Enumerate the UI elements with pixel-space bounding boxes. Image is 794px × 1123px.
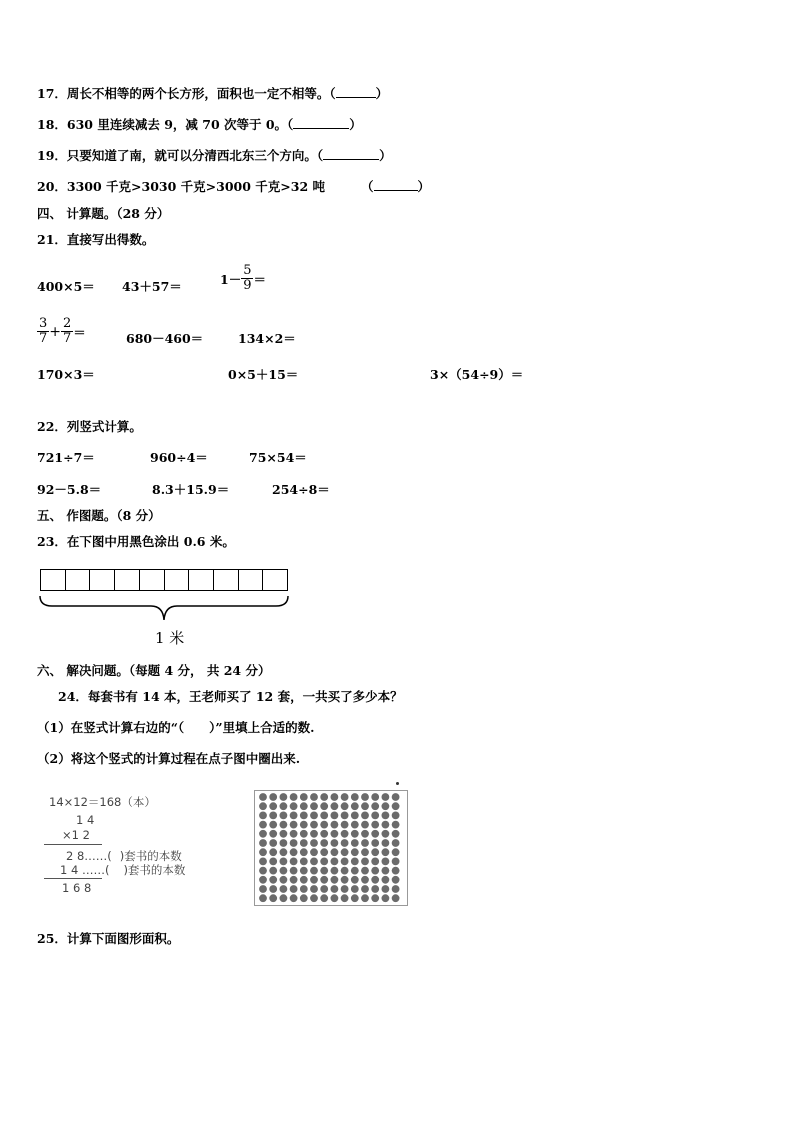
grid-dot: [382, 867, 390, 875]
grid-dot: [392, 858, 400, 866]
grid-dot: [392, 812, 400, 820]
grid-dot: [371, 812, 379, 820]
grid-dot: [280, 876, 288, 884]
grid-dot: [259, 858, 267, 866]
grid-dot: [310, 867, 318, 875]
q22-title: 22．列竖式计算。: [37, 419, 142, 434]
grid-dot: [371, 839, 379, 847]
grid-dot: [341, 830, 349, 838]
grid-dot: [269, 830, 277, 838]
grid-dot: [382, 812, 390, 820]
grid-dot: [351, 830, 359, 838]
grid-dot: [361, 830, 369, 838]
section-6-heading: 六、 解决问题。（每题 4 分， 共 24 分）: [37, 663, 271, 678]
q18: 18．630 里连续减去 9，减 70 次等于 0。（ ）: [37, 117, 362, 132]
grid-dot: [310, 830, 318, 838]
grid-dot: [341, 821, 349, 829]
grid-dot: [300, 885, 308, 893]
q21-r2a: $\frac{3}{7}$ + $\frac{2}{7}$ ＝: [39, 316, 86, 347]
grid-dot: [371, 848, 379, 856]
grid-dot: [371, 885, 379, 893]
q21-r1b: 43＋57＝: [122, 279, 182, 294]
grid-dot: [382, 894, 390, 902]
grid-dot: [290, 839, 298, 847]
grid-dot: [371, 858, 379, 866]
grid-dot: [269, 802, 277, 810]
grid-dot: [280, 858, 288, 866]
grid-dot: [280, 830, 288, 838]
q21-r2b: 680－460＝: [126, 331, 204, 346]
bar-cell[interactable]: [115, 570, 140, 590]
q22-a: 721÷7＝: [37, 450, 95, 465]
grid-dot: [280, 821, 288, 829]
grid-dot: [290, 885, 298, 893]
grid-dot: [361, 848, 369, 856]
grid-dot: [371, 802, 379, 810]
grid-dot: [392, 876, 400, 884]
grid-dot: [259, 793, 267, 801]
q22-c: 75×54＝: [249, 450, 307, 465]
grid-dot: [361, 802, 369, 810]
grid-dot: [259, 848, 267, 856]
grid-dot: [290, 802, 298, 810]
grid-dot: [300, 793, 308, 801]
grid-dot: [382, 885, 390, 893]
grid-dot: [310, 793, 318, 801]
grid-dot: [392, 848, 400, 856]
grid-dot: [259, 839, 267, 847]
grid-dot: [331, 821, 339, 829]
grid-dot: [310, 894, 318, 902]
grid-dot: [290, 876, 298, 884]
grid-dot: [371, 830, 379, 838]
grid-dot: [341, 867, 349, 875]
grid-dot: [310, 821, 318, 829]
vertical-calc-line4: 1 4 ……( )套书的本数: [60, 863, 186, 877]
grid-dot: [300, 848, 308, 856]
grid-dot: [280, 885, 288, 893]
grid-dot: [392, 802, 400, 810]
grid-dot: [351, 894, 359, 902]
q21-r3b: 0×5＋15＝: [228, 367, 299, 382]
grid-dot: [320, 867, 328, 875]
grid-dot: [382, 876, 390, 884]
grid-dot: [341, 793, 349, 801]
grid-dot: [382, 821, 390, 829]
grid-dot: [259, 867, 267, 875]
bar-cell[interactable]: [165, 570, 190, 590]
grid-dot: [259, 876, 267, 884]
grid-dot: [259, 821, 267, 829]
grid-dot: [310, 876, 318, 884]
grid-dot: [331, 812, 339, 820]
grid-dot: [361, 793, 369, 801]
vertical-calc-line1: 1 4: [76, 813, 95, 827]
grid-dot: [392, 894, 400, 902]
meter-bar[interactable]: [40, 569, 288, 591]
grid-dot: [351, 885, 359, 893]
q21-title: 21．直接写出得数。: [37, 232, 155, 247]
bar-cell[interactable]: [90, 570, 115, 590]
grid-dot: [310, 885, 318, 893]
grid-dot: [341, 839, 349, 847]
grid-dot: [259, 812, 267, 820]
grid-dot: [361, 858, 369, 866]
vertical-calc-line3: 2 8……( )套书的本数: [66, 849, 182, 863]
divider: [44, 878, 102, 879]
q21-r2c: 134×2＝: [238, 331, 296, 346]
grid-dot: [320, 821, 328, 829]
grid-dot: [290, 867, 298, 875]
grid-dot: [280, 812, 288, 820]
grid-dot: [300, 802, 308, 810]
grid-dot: [320, 848, 328, 856]
grid-dot: [371, 793, 379, 801]
grid-dot: [269, 858, 277, 866]
q24-part1: （1）在竖式计算右边的“（ ）”里填上合适的数.: [37, 720, 315, 735]
grid-dot: [341, 848, 349, 856]
bar-cell[interactable]: [239, 570, 264, 590]
vertical-calc-line2: ×1 2: [62, 828, 90, 842]
grid-dot: [331, 867, 339, 875]
section-5-heading: 五、 作图题。（8 分）: [37, 508, 161, 523]
grid-dot: [331, 858, 339, 866]
grid-dot: [320, 894, 328, 902]
grid-dot: [300, 894, 308, 902]
grid-dot: [280, 839, 288, 847]
grid-dot: [320, 876, 328, 884]
grid-dot: [361, 885, 369, 893]
grid-dot: [269, 894, 277, 902]
grid-dot: [351, 802, 359, 810]
grid-dot: [310, 839, 318, 847]
grid-dot: [290, 793, 298, 801]
bar-cell[interactable]: [214, 570, 239, 590]
grid-dot: [259, 802, 267, 810]
grid-dot: [269, 812, 277, 820]
grid-dot: [269, 839, 277, 847]
q21-r3a: 170×3＝: [37, 367, 95, 382]
grid-dot: [361, 839, 369, 847]
grid-dot: [280, 894, 288, 902]
dot-grid-figure[interactable]: [254, 790, 408, 906]
grid-dot: [382, 830, 390, 838]
grid-dot: [300, 876, 308, 884]
grid-dot: [320, 839, 328, 847]
grid-dot: [280, 867, 288, 875]
grid-dot: [351, 821, 359, 829]
grid-dot: [331, 876, 339, 884]
grid-dot: [300, 839, 308, 847]
grid-dot: [382, 848, 390, 856]
grid-dot: [331, 848, 339, 856]
bar-cell[interactable]: [189, 570, 214, 590]
bar-cell[interactable]: [41, 570, 66, 590]
grid-dot: [371, 894, 379, 902]
divider: [44, 844, 102, 845]
grid-dot: [392, 839, 400, 847]
grid-dot: [280, 848, 288, 856]
grid-dot: [331, 885, 339, 893]
grid-dot: [310, 858, 318, 866]
grid-dot: [320, 858, 328, 866]
grid-dot: [259, 885, 267, 893]
q21-r1c: 1－ $\frac{5}{9}$ ＝: [220, 263, 266, 294]
q21-r1a: 400×5＝: [37, 279, 95, 294]
answer-blank[interactable]: [336, 85, 376, 99]
dot-icon: [396, 782, 399, 785]
grid-dot: [331, 894, 339, 902]
grid-dot: [341, 876, 349, 884]
answer-blank[interactable]: [293, 116, 349, 130]
q20: 20．3300 千克>3030 千克>3000 千克>32 吨 （ ）: [37, 179, 431, 194]
grid-dot: [310, 812, 318, 820]
grid-dot: [310, 802, 318, 810]
grid-dot: [269, 821, 277, 829]
grid-dot: [361, 867, 369, 875]
grid-dot: [300, 830, 308, 838]
grid-dot: [259, 894, 267, 902]
grid-dot: [290, 821, 298, 829]
grid-dot: [341, 885, 349, 893]
grid-dot: [392, 867, 400, 875]
grid-dot: [320, 830, 328, 838]
grid-dot: [269, 867, 277, 875]
grid-dot: [351, 876, 359, 884]
q21-r3c: 3×（54÷9）＝: [430, 367, 524, 382]
grid-dot: [341, 858, 349, 866]
grid-dot: [392, 885, 400, 893]
grid-dot: [351, 867, 359, 875]
grid-dot: [392, 821, 400, 829]
grid-dot: [300, 812, 308, 820]
grid-dot: [351, 839, 359, 847]
q22-e: 8.3＋15.9＝: [152, 482, 230, 497]
grid-dot: [331, 830, 339, 838]
grid-dot: [351, 793, 359, 801]
grid-dot: [341, 802, 349, 810]
grid-dot: [269, 876, 277, 884]
grid-dot: [290, 812, 298, 820]
grid-dot: [351, 858, 359, 866]
grid-dot: [259, 830, 267, 838]
grid-dot: [290, 830, 298, 838]
grid-dot: [269, 885, 277, 893]
grid-dot: [331, 802, 339, 810]
grid-dot: [382, 793, 390, 801]
grid-dot: [382, 802, 390, 810]
q24-part2: （2）将这个竖式的计算过程在点子图中圈出来.: [37, 751, 301, 766]
grid-dot: [341, 812, 349, 820]
grid-dot: [371, 821, 379, 829]
dot-grid: [255, 791, 407, 905]
grid-dot: [320, 885, 328, 893]
grid-dot: [300, 867, 308, 875]
grid-dot: [320, 802, 328, 810]
q22-f: 254÷8＝: [272, 482, 330, 497]
grid-dot: [361, 876, 369, 884]
grid-dot: [320, 793, 328, 801]
q19: 19．只要知道了南，就可以分清西北东三个方向。（ ）: [37, 148, 392, 163]
grid-dot: [351, 848, 359, 856]
grid-dot: [331, 839, 339, 847]
grid-dot: [361, 894, 369, 902]
grid-dot: [290, 858, 298, 866]
grid-dot: [382, 858, 390, 866]
grid-dot: [310, 848, 318, 856]
section-4-heading: 四、 计算题。（28 分）: [37, 206, 170, 221]
q22-d: 92－5.8＝: [37, 482, 102, 497]
grid-dot: [269, 848, 277, 856]
answer-blank[interactable]: [323, 147, 379, 161]
q22-b: 960÷4＝: [150, 450, 208, 465]
q17: 17．周长不相等的两个长方形，面积也一定不相等。（ ）: [37, 86, 389, 101]
grid-dot: [371, 876, 379, 884]
answer-blank[interactable]: [374, 178, 418, 192]
grid-dot: [280, 802, 288, 810]
grid-dot: [361, 821, 369, 829]
grid-dot: [290, 894, 298, 902]
grid-dot: [290, 848, 298, 856]
grid-dot: [382, 839, 390, 847]
bar-cell[interactable]: [263, 570, 287, 590]
grid-dot: [300, 821, 308, 829]
q25-title: 25．计算下面图形面积。: [37, 931, 180, 946]
bar-length-label: 1 米: [155, 629, 185, 647]
grid-dot: [392, 793, 400, 801]
grid-dot: [280, 793, 288, 801]
grid-dot: [351, 812, 359, 820]
grid-dot: [331, 793, 339, 801]
grid-dot: [392, 830, 400, 838]
grid-dot: [341, 894, 349, 902]
bar-cell[interactable]: [140, 570, 165, 590]
vertical-calc-result: 1 6 8: [62, 881, 92, 895]
grid-dot: [361, 812, 369, 820]
grid-dot: [269, 793, 277, 801]
q23-title: 23．在下图中用黑色涂出 0.6 米。: [37, 534, 235, 549]
grid-dot: [300, 858, 308, 866]
brace-icon: [38, 594, 292, 628]
q24-title: 24．每套书有 14 本，王老师买了 12 套，一共买了多少本？: [58, 689, 403, 704]
grid-dot: [320, 812, 328, 820]
bar-cell[interactable]: [66, 570, 91, 590]
vertical-calc-equation: 14×12＝168（本）: [49, 795, 156, 809]
grid-dot: [371, 867, 379, 875]
